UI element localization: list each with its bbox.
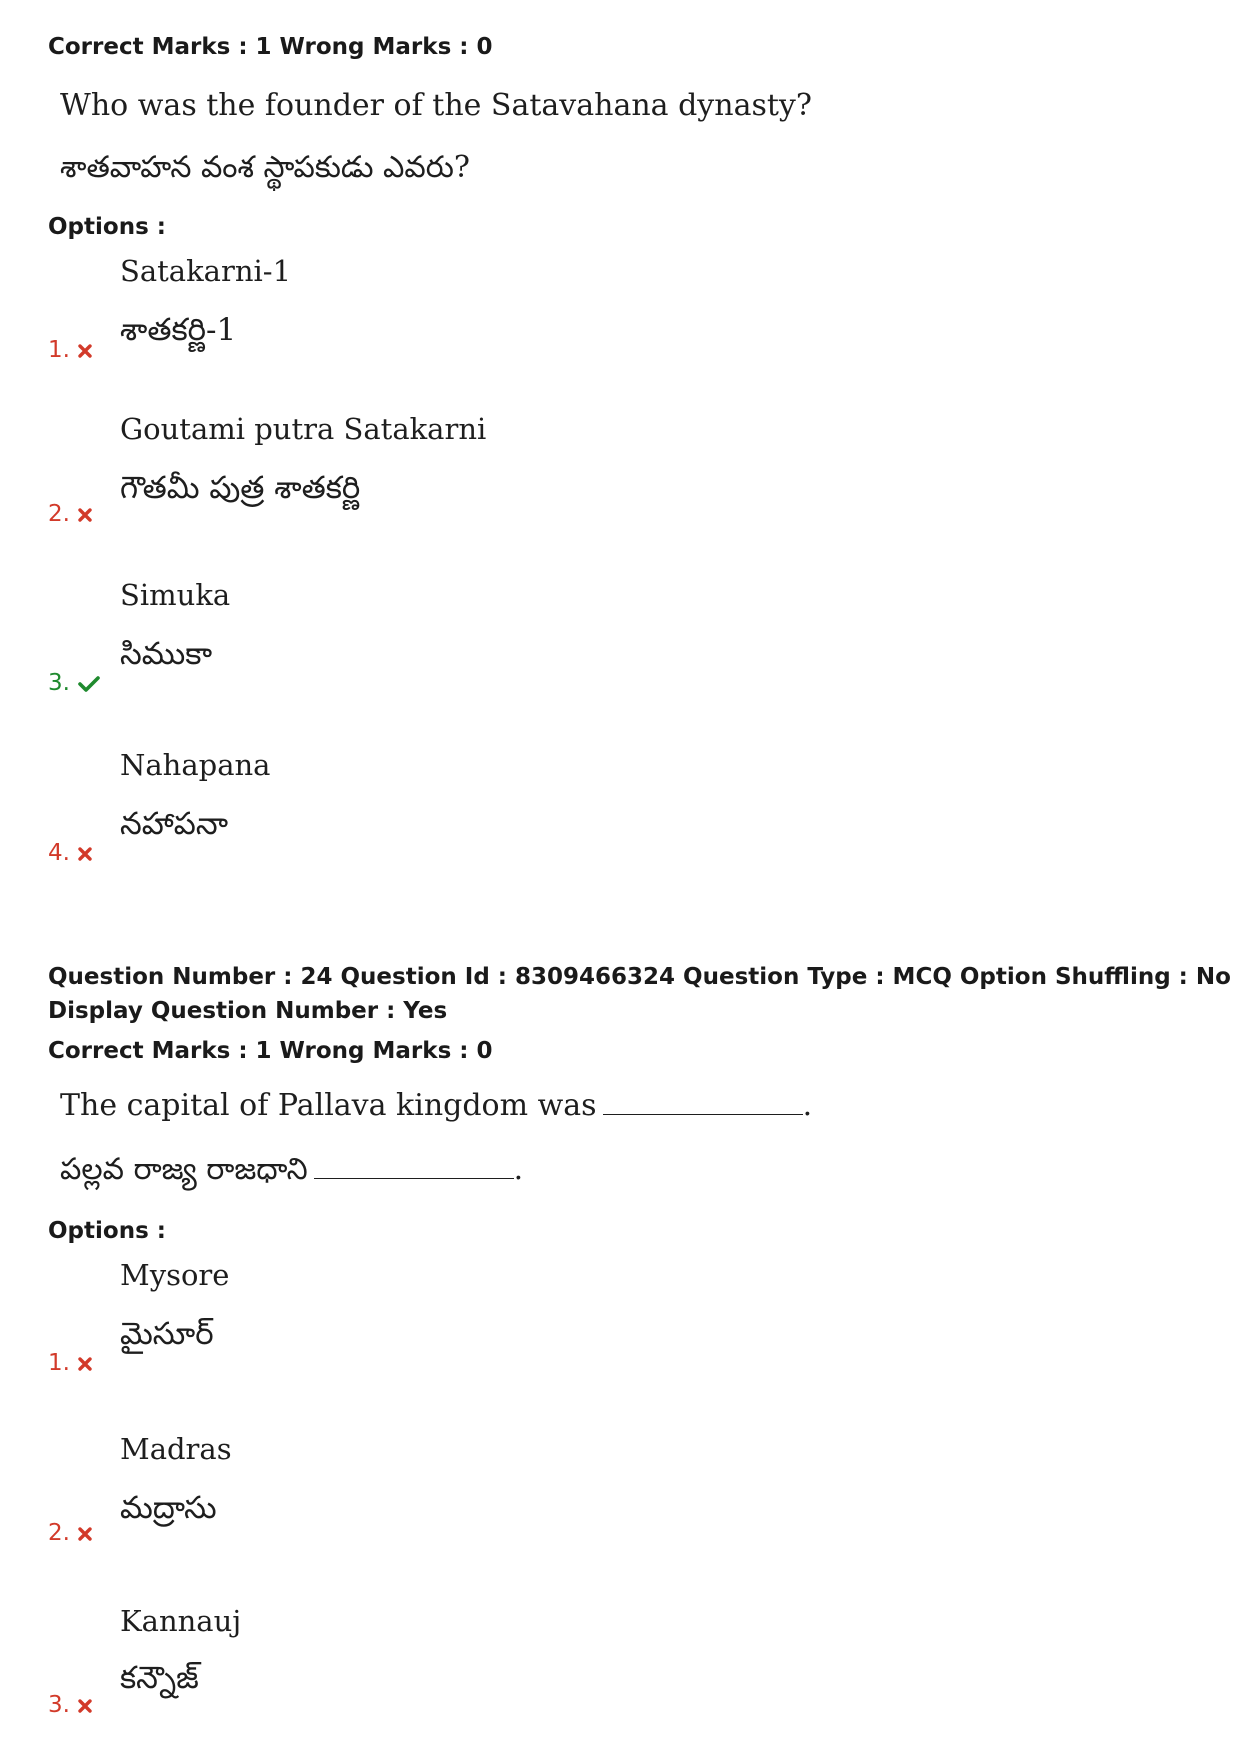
q23-option-2-english: Goutami putra Satakarni	[120, 412, 487, 446]
q24-option-2-telugu: మద్రాసు	[120, 1490, 217, 1526]
q23-option-2-telugu: గౌతమీ పుత్ర శాతకర్ణి	[120, 470, 361, 506]
q24-question-telugu: పల్లవ రాజ్య రాజధాని .	[60, 1152, 524, 1187]
q23-option-4-english: Nahapana	[120, 748, 271, 782]
cross-icon	[78, 344, 92, 358]
q24-option-3-english: Kannauj	[120, 1604, 242, 1638]
q24-meta-line-2: Display Question Number : Yes	[48, 998, 448, 1024]
q23-option-4-telugu: నహాపనా	[120, 806, 229, 842]
q24-question-english: The capital of Pallava kingdom was .	[60, 1088, 813, 1123]
q24-marks: Correct Marks : 1 Wrong Marks : 0	[48, 1038, 493, 1064]
answer-blank	[314, 1178, 514, 1179]
q23-option-3-english: Simuka	[120, 578, 231, 612]
q24-option-1-english: Mysore	[120, 1258, 230, 1292]
q24-option-2-english: Madras	[120, 1432, 232, 1466]
cross-icon	[78, 508, 92, 522]
cross-icon	[78, 1527, 92, 1541]
q23-option-1-number: 1.	[48, 337, 92, 363]
cross-icon	[78, 847, 92, 861]
q24-options-label: Options :	[48, 1218, 166, 1244]
q23-option-2-number: 2.	[48, 501, 92, 527]
q23-option-1-english: Satakarni-1	[120, 254, 292, 288]
answer-blank	[603, 1114, 803, 1115]
q24-option-1-telugu: మైసూర్	[120, 1316, 214, 1352]
q23-option-1-telugu: శాతకర్ణి-1	[120, 312, 237, 348]
cross-icon	[78, 1699, 92, 1713]
q23-option-4-number: 4.	[48, 840, 92, 866]
q23-question-telugu: శాతవాహన వంశ స్థాపకుడు ఎవరు?	[60, 150, 470, 185]
q24-meta-line-1: Question Number : 24 Question Id : 8309466324 Question Type : MCQ Option Shuffling : No	[48, 964, 1231, 990]
q24-option-1-number: 1.	[48, 1350, 92, 1376]
q23-options-label: Options :	[48, 214, 166, 240]
q23-question-english: Who was the founder of the Satavahana dynasty?	[60, 88, 812, 123]
q23-marks: Correct Marks : 1 Wrong Marks : 0	[48, 34, 493, 60]
check-icon	[78, 675, 100, 693]
cross-icon	[78, 1357, 92, 1371]
q24-option-2-number: 2.	[48, 1520, 92, 1546]
q24-option-3-number: 3.	[48, 1692, 92, 1718]
q24-option-3-telugu: కన్నౌజ్	[120, 1660, 199, 1696]
q23-option-3-telugu: సిముకా	[120, 636, 213, 672]
q23-option-3-number: 3.	[48, 670, 100, 696]
